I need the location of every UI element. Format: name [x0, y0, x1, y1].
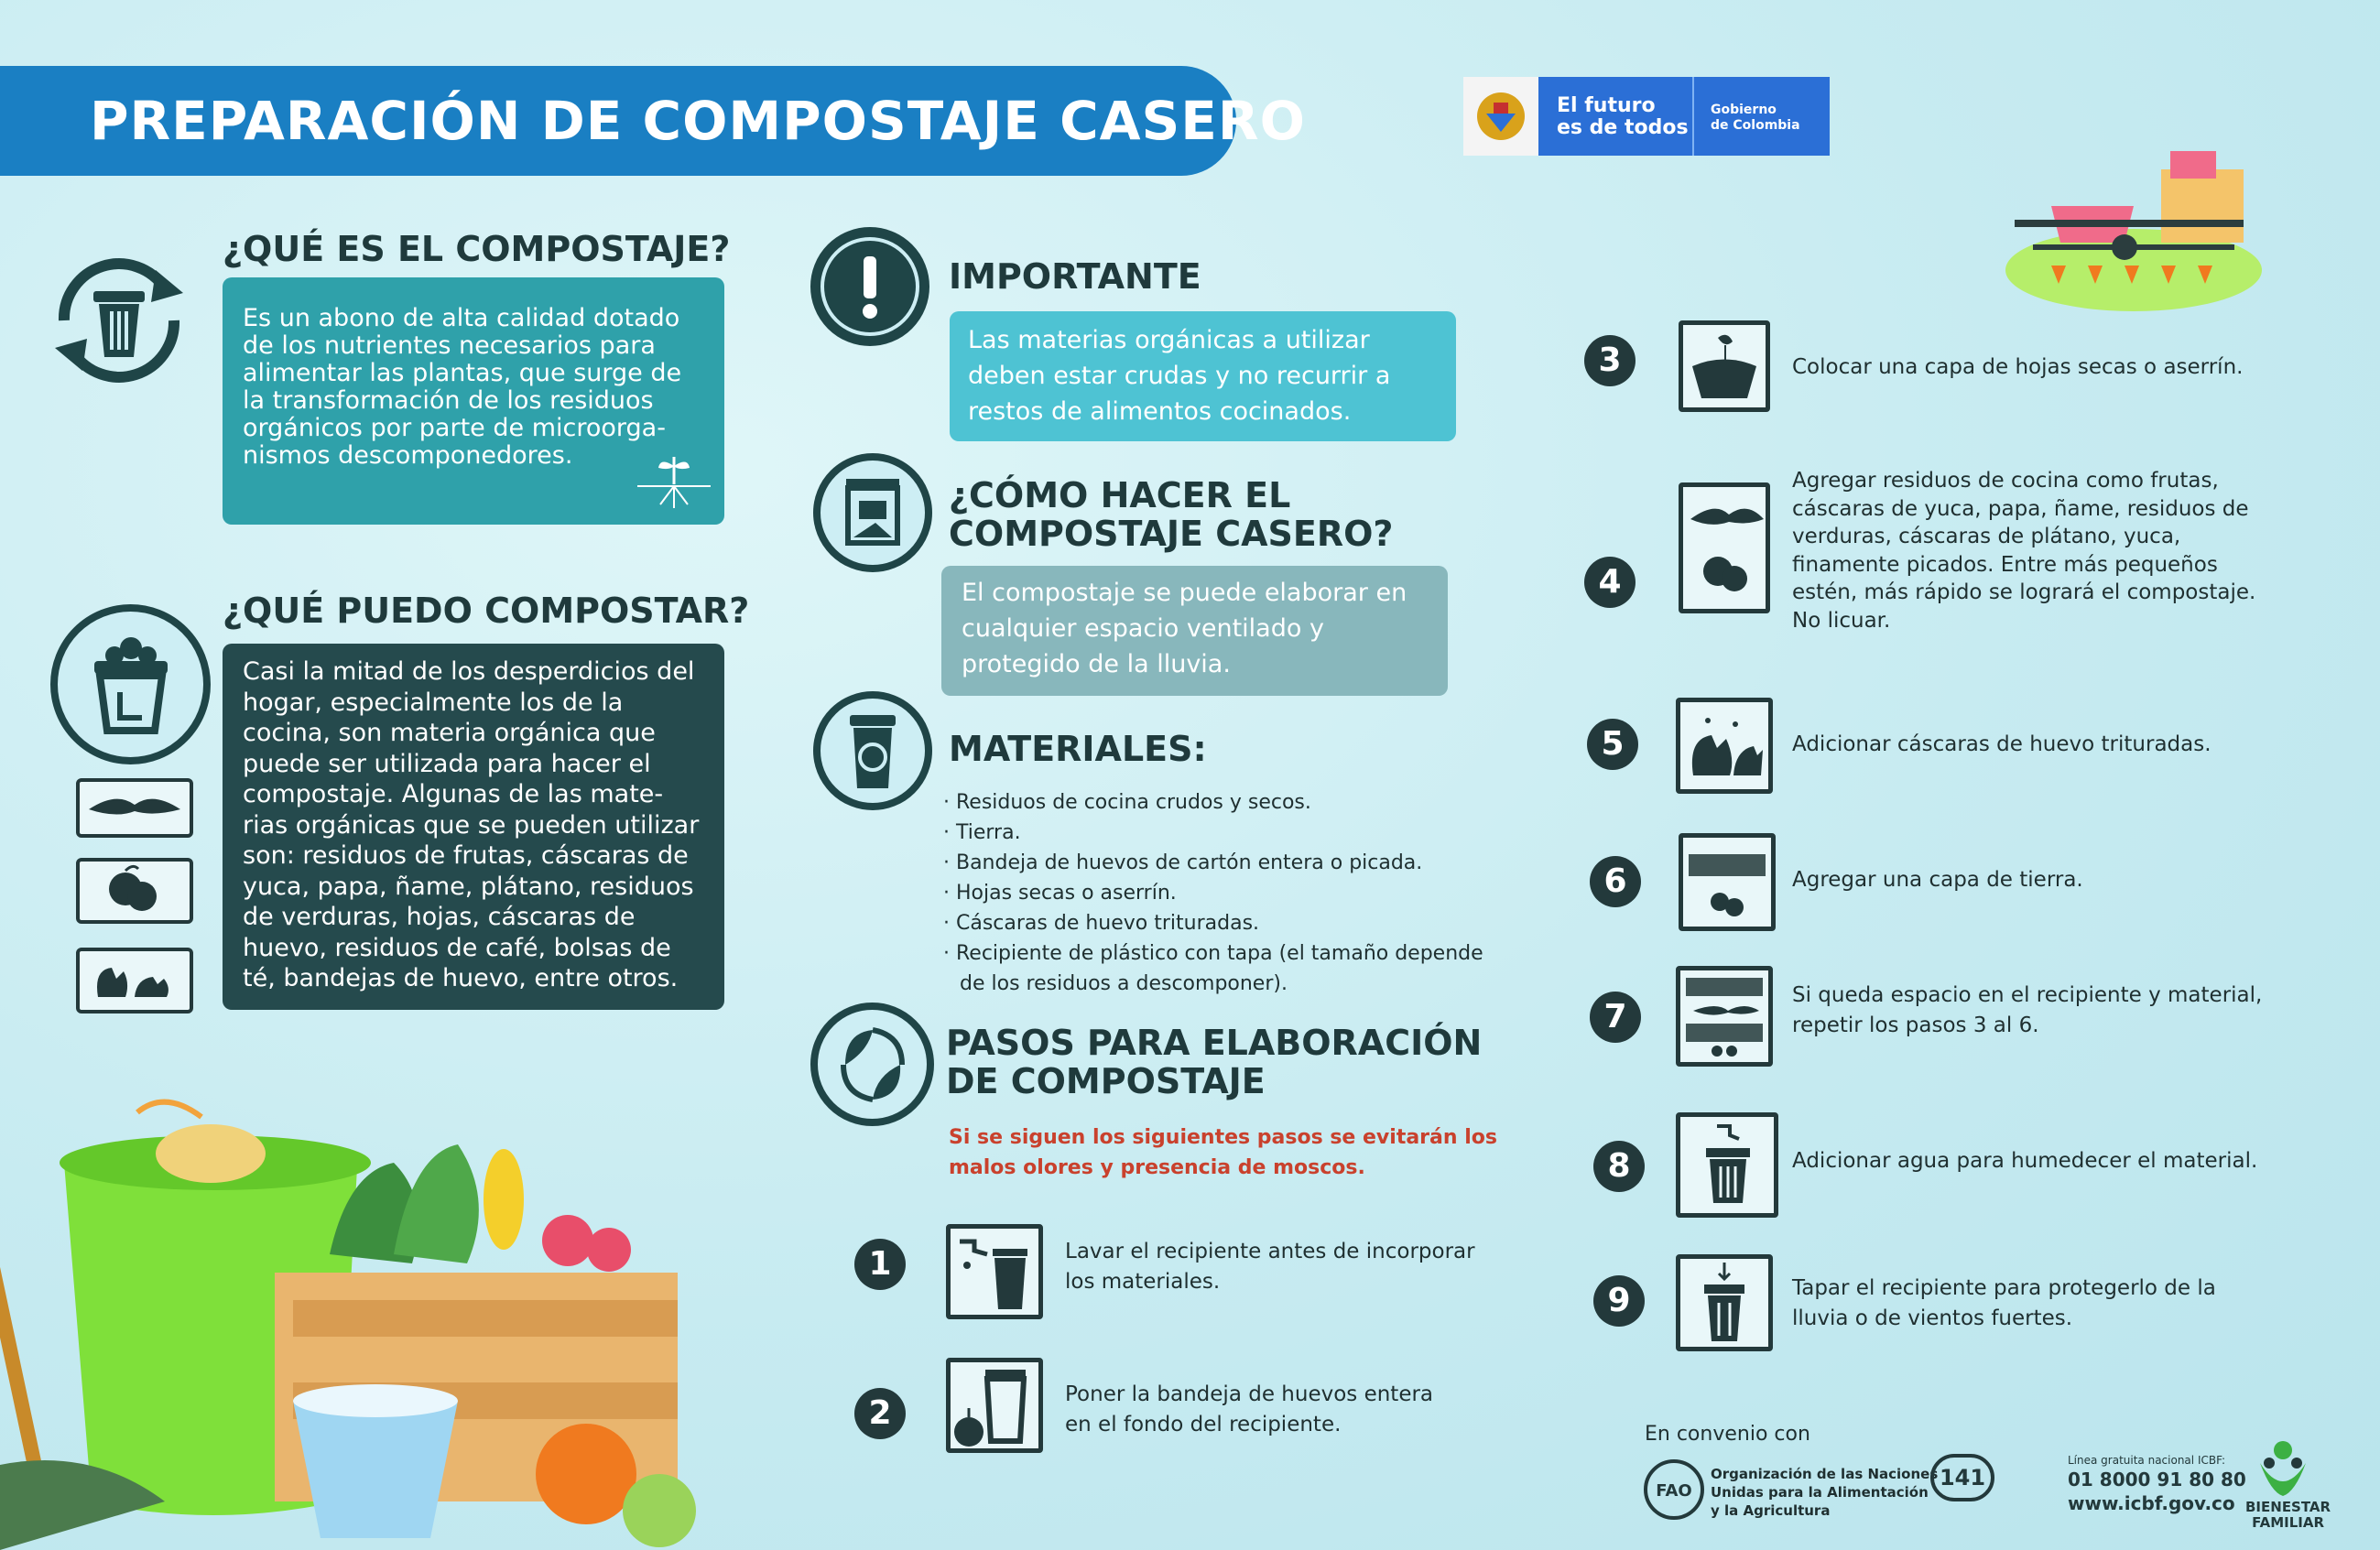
gov-name: Gobierno de Colombia [1711, 103, 1800, 133]
lid-bin-icon [1676, 1254, 1773, 1351]
peel-icon [76, 778, 193, 838]
list-item: de los residuos a descomponer). [960, 972, 1288, 995]
materiales-heading: MATERIALES: [949, 729, 1207, 769]
step-text: Tapar el recipiente para protegerlo de la lluvia o de vientos fuertes. [1792, 1276, 2216, 1330]
compost-bucket-icon [50, 604, 211, 764]
que-puedo-heading: ¿QUÉ PUEDO COMPOSTAR? [223, 591, 750, 631]
step-number: 4 [1584, 557, 1636, 608]
que-es-box [223, 277, 724, 525]
line-141-logo: 141 [1930, 1454, 1994, 1501]
compost-bin-icon [813, 453, 932, 572]
fao-logo-icon [1642, 1458, 1706, 1522]
list-item: · Hojas secas o aserrín. [943, 882, 1177, 905]
fruit-scraps-icon [76, 858, 193, 924]
water-bin-icon [1676, 1112, 1778, 1218]
list-item: · Tierra. [943, 821, 1021, 844]
step-text: Adicionar agua para humedecer el material. [1792, 1149, 2258, 1173]
crushed-eggshell-icon [1676, 698, 1773, 794]
coat-of-arms-icon [1463, 77, 1538, 156]
que-es-heading: ¿QUÉ ES EL COMPOSTAJE? [223, 229, 731, 269]
gov-slogan: El futuro es de todos [1557, 94, 1689, 139]
step-number: 7 [1590, 992, 1641, 1043]
como-text: El compostaje se puede elaborar en cualquier espacio ventilado y protegido de la lluvia. [962, 579, 1407, 678]
repeat-layers-icon [1676, 966, 1773, 1067]
sprout-icon [633, 448, 715, 515]
step-number: 1 [854, 1239, 906, 1290]
linea-label: Línea gratuita nacional ICBF: [2068, 1454, 2226, 1467]
fao-name: Organización de las Naciones Unidas para la Alimentación y la Agricultura [1711, 1466, 1939, 1519]
website: www.icbf.gov.co [2068, 1492, 2235, 1514]
list-item: · Cáscaras de huevo trituradas. [943, 912, 1260, 935]
bienestar-familiar-icon [2251, 1436, 2315, 1500]
importante-text: Las materias orgánicas a utilizar deben estar crudas y no recurrir a restos de alimentos cocinados. [968, 326, 1391, 426]
list-item: · Residuos de cocina crudos y secos. [943, 791, 1311, 814]
step-number: 5 [1587, 719, 1638, 770]
importante-box [950, 311, 1456, 441]
step-text: Colocar una capa de hojas secas o aserrín. [1792, 355, 2244, 379]
eggshell-icon [76, 948, 193, 1013]
que-puedo-box [223, 644, 724, 1010]
step-text: Agregar una capa de tierra. [1792, 868, 2083, 892]
wash-bucket-icon [946, 1224, 1043, 1319]
svg-text:FAO: FAO [1656, 1481, 1692, 1501]
step-text: Agregar residuos de cocina como frutas, cáscaras de yuca, papa, ñame, residuos de verduras, cáscaras de plátano, yuca, finamente picados. Entre más pequeños estén, más rápido se logrará el compostaje. No licuar. [1792, 469, 2256, 633]
step-number: 6 [1590, 856, 1641, 907]
como-box [941, 566, 1448, 696]
importante-heading: IMPORTANTE [949, 256, 1201, 297]
dry-leaves-bowl-icon [1679, 320, 1770, 412]
que-es-text: Es un abono de alta calidad dotado de los nutrientes necesarios para alimentar las plantas, que surge de la transformación de los residuos orgánicos por parte de microorga- nismos descomponedores. [243, 304, 682, 470]
recycle-bin-icon [37, 238, 201, 403]
page-title: PREPARACIÓN DE COMPOSTAJE CASERO [90, 90, 1306, 152]
step-number: 9 [1593, 1275, 1645, 1327]
como-heading: ¿CÓMO HACER EL COMPOSTAJE CASERO? [949, 475, 1394, 554]
step-text: Si queda espacio en el recipiente y material, repetir los pasos 3 al 6. [1792, 983, 2263, 1037]
step-text: Lavar el recipiente antes de incorporar los materiales. [1065, 1240, 1475, 1294]
garden-illustration [1996, 142, 2262, 325]
recycling-bin-icon [813, 691, 932, 810]
compost-illustration [0, 1062, 696, 1550]
pasos-heading: PASOS PARA ELABORACIÓN DE COMPOSTAJE [946, 1023, 1483, 1101]
step-text: Adicionar cáscaras de huevo trituradas. [1792, 732, 2212, 756]
step-number: 3 [1584, 335, 1636, 386]
leaves-cycle-icon [810, 1003, 934, 1126]
convenio-label: En convenio con [1645, 1423, 1810, 1446]
step-number: 2 [854, 1388, 906, 1439]
bienestar-familiar-name: BIENESTAR FAMILIAR [2245, 1499, 2331, 1531]
pasos-warning: Si se siguen los siguientes pasos se evitarán los malos olores y presencia de moscos. [949, 1126, 1497, 1179]
list-item: · Recipiente de plástico con tapa (el tamaño depende [943, 942, 1483, 965]
soil-layer-icon [1679, 833, 1776, 931]
divider [1692, 77, 1694, 156]
kitchen-scraps-icon [1679, 482, 1770, 613]
step-number: 8 [1593, 1141, 1645, 1192]
exclamation-icon [810, 227, 929, 346]
egg-tray-bucket-icon [946, 1358, 1043, 1453]
list-item: · Bandeja de huevos de cartón entera o picada. [943, 851, 1423, 874]
que-puedo-text: Casi la mitad de los desperdicios del hogar, especialmente los de la cocina, son materia orgánica que puede ser utilizada para hacer el compostaje. Algunas de las mate- rias orgánicas que se pueden utilizar son: residuos de frutas, cáscaras de yuca, papa, ñame, plátano, residuos de verduras, hojas, cáscaras de huevo, residuos de café, bolsas de té, bandejas de huevo, entre otros. [243, 657, 700, 992]
materiales-list [943, 787, 1483, 999]
step-text: Poner la bandeja de huevos entera en el fondo del recipiente. [1065, 1382, 1434, 1436]
phone-number: 01 8000 91 80 80 [2068, 1469, 2246, 1490]
